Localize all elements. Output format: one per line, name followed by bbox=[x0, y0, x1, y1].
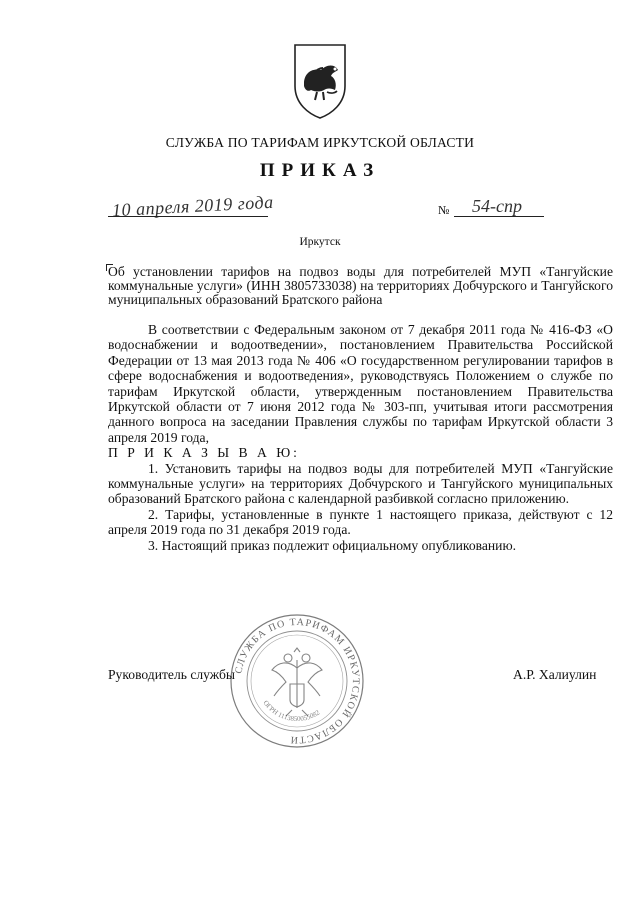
number-sign: № bbox=[438, 203, 450, 217]
preamble-paragraph: В соответствии с Федеральным законом от 7 декабря 2011 года № 416-ФЗ «О водоснабжении и водоотведении», постановлением Правительства Российской Федерации от 13 мая 2013 года № 406 «О государственном регулировании тарифов в сфере водоснабжения и водоотведения», руководствуясь Положением о службе по тарифам Иркутской области, утвержденным постановлением Правительства Иркутской области от 7 июня 2012 года № 303-пп, учитывая итоги рассмотрения данного вопроса на заседании Правления службы по тарифам Иркутской области 3 апреля 2019 года, bbox=[108, 322, 613, 445]
agency-name: СЛУЖБА ПО ТАРИФАМ ИРКУТСКОЙ ОБЛАСТИ bbox=[165, 135, 475, 150]
date-underline bbox=[108, 216, 268, 217]
order-item: 3. Настоящий приказ подлежит официальному опубликованию. bbox=[148, 537, 516, 553]
order-word: П Р И К А З Ы В А Ю: bbox=[108, 445, 300, 461]
order-item: 2. Тарифы, установленные в пункте 1 настоящего приказа, действуют с 12 апреля 2019 года по 31 декабря 2019 года. bbox=[108, 506, 613, 538]
handwritten-number: 54-спр bbox=[472, 196, 522, 216]
city-label: Иркутск bbox=[299, 236, 341, 248]
order-item: 1. Установить тарифы на подвоз воды для потребителей МУП «Тангуйские коммунальные услуги» на территориях Добчурского и Тангуйского муниципальных образований Братского района с календарной разбивкой согласно приложению. bbox=[108, 460, 613, 507]
handwritten-date: 10 апреля 2019 года bbox=[111, 191, 275, 221]
order-subject: Об установлении тарифов на подвоз воды для потребителей МУП «Тангуйские коммунальные услуги» (ИНН 3805733038) на территориях Добчурского и Тангуйского муниципальных образований Братского района bbox=[108, 264, 613, 307]
official-seal-icon bbox=[228, 612, 366, 750]
coat-of-arms-icon bbox=[291, 42, 349, 120]
order-body bbox=[108, 322, 613, 553]
document-title: ПРИКАЗ bbox=[259, 160, 381, 181]
seal-ring-text: СЛУЖБА ПО ТАРИФАМ ИРКУТСКОЙ ОБЛАСТИ bbox=[233, 616, 362, 746]
signature-position: Руководитель службы bbox=[108, 667, 236, 682]
signatory-name: А.Р. Халиулин bbox=[513, 667, 597, 682]
number-underline bbox=[454, 216, 544, 217]
seal-inner-text: ОГРН 1113850055082 bbox=[261, 698, 322, 724]
